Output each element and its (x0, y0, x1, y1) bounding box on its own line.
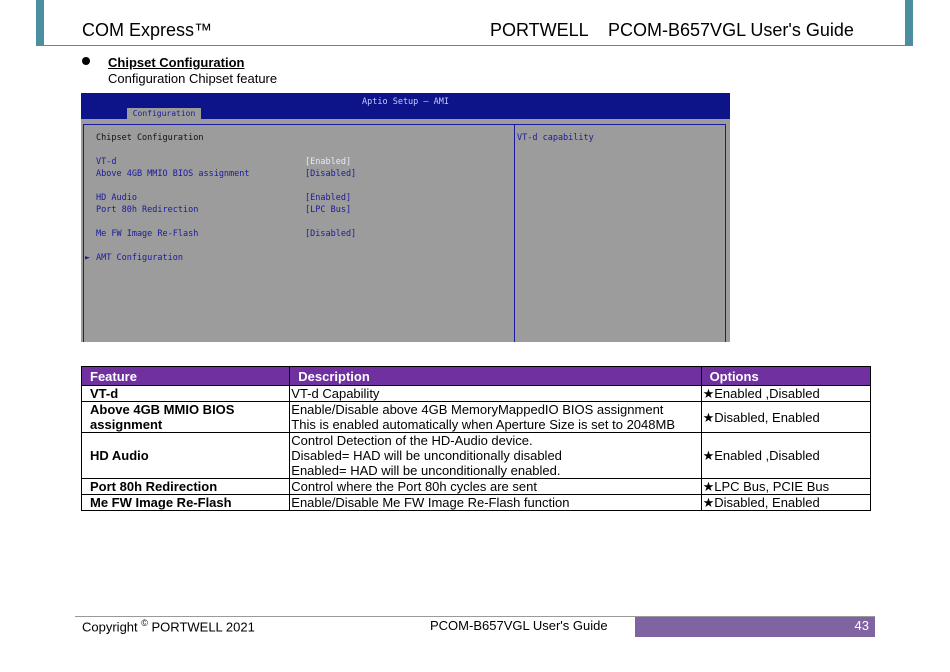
section-title: Chipset Configuration (108, 55, 245, 70)
description-cell (290, 479, 701, 495)
table-row (82, 386, 871, 402)
description-line: Enabled= HAD will be unconditionally enabled. (291, 463, 561, 478)
table-row (82, 433, 871, 479)
bios-option-value[interactable]: [Disabled] (305, 229, 357, 239)
table-row (82, 479, 871, 495)
options-cell: ★Disabled, Enabled (701, 495, 870, 511)
footer-guide-title: PCOM-B657VGL User's Guide (430, 618, 608, 633)
description-cell (290, 386, 701, 402)
bios-help-text: VT-d capability (517, 133, 594, 143)
bios-option-label[interactable]: HD Audio (96, 193, 137, 203)
table-header-row (82, 367, 871, 386)
feature-cell: VT-d (82, 386, 290, 402)
feature-cell: Port 80h Redirection (82, 479, 290, 495)
description-cell (290, 402, 701, 433)
bullet-icon (82, 57, 90, 65)
bios-title-bar (81, 93, 730, 119)
footer-page-box (635, 617, 875, 637)
description-cell (290, 495, 701, 511)
bios-option-value[interactable]: [Enabled] (305, 193, 352, 203)
header-accent-left (36, 0, 44, 46)
table-row (82, 402, 871, 433)
bios-option-label[interactable]: Port 80h Redirection (96, 205, 199, 215)
header-accent-right (905, 0, 913, 46)
bios-submenu-amt[interactable]: AMT Configuration (96, 253, 183, 263)
bios-title: Aptio Setup – AMI (362, 97, 449, 107)
options-cell: ★Enabled ,Disabled (701, 386, 870, 402)
bios-divider (514, 124, 515, 342)
table-row (82, 495, 871, 511)
feature-cell: HD Audio (82, 433, 290, 479)
description-line: This is enabled automatically when Aperture Size is set to 2048MB (291, 417, 675, 432)
bios-option-label[interactable]: VT-d (96, 157, 117, 167)
description-line: Disabled= HAD will be unconditionally disabled (291, 448, 562, 463)
bios-option-label[interactable]: Me FW Image Re-Flash (96, 229, 199, 239)
footer-copyright (82, 618, 255, 634)
copyright-prefix: Copyright (82, 619, 142, 635)
copyright-mark: © (141, 618, 148, 628)
bios-screenshot (81, 93, 730, 342)
bios-option-value[interactable]: [Enabled] (305, 157, 352, 167)
feature-table (81, 366, 871, 511)
options-cell: ★Disabled, Enabled (701, 402, 870, 433)
description-line: Control Detection of the HD-Audio device. (291, 433, 533, 448)
description-line: VT-d Capability (291, 386, 380, 401)
column-header: Description (290, 367, 701, 386)
submenu-arrow-icon: ► (85, 253, 91, 263)
bios-heading: Chipset Configuration (96, 133, 204, 143)
bios-option-value[interactable]: [LPC Bus] (305, 205, 352, 215)
section-subtitle: Configuration Chipset feature (108, 71, 278, 86)
header-left-title: COM Express™ (82, 20, 213, 40)
options-cell: ★LPC Bus, PCIE Bus (701, 479, 870, 495)
description-line: Enable/Disable above 4GB MemoryMappedIO BIOS assignment (291, 402, 664, 417)
description-line: Control where the Port 80h cycles are sent (291, 479, 537, 494)
header-rule (36, 45, 908, 46)
header-right-title: PORTWELL PCOM-B657VGL User's Guide (490, 20, 854, 40)
description-cell (290, 433, 701, 479)
description-line: Enable/Disable Me FW Image Re-Flash function (291, 495, 570, 510)
column-header: Feature (82, 367, 290, 386)
page-number: 43 (854, 618, 869, 633)
options-cell: ★Enabled ,Disabled (701, 433, 870, 479)
feature-cell: Above 4GB MMIO BIOS assignment (82, 402, 290, 433)
column-header: Options (701, 367, 870, 386)
bios-option-label[interactable]: Above 4GB MMIO BIOS assignment (96, 169, 250, 179)
bios-option-value[interactable]: [Disabled] (305, 169, 357, 179)
feature-cell: Me FW Image Re-Flash (82, 495, 290, 511)
copyright-holder: PORTWELL 2021 (147, 619, 255, 635)
bios-tab-configuration[interactable]: Configuration (127, 108, 201, 119)
